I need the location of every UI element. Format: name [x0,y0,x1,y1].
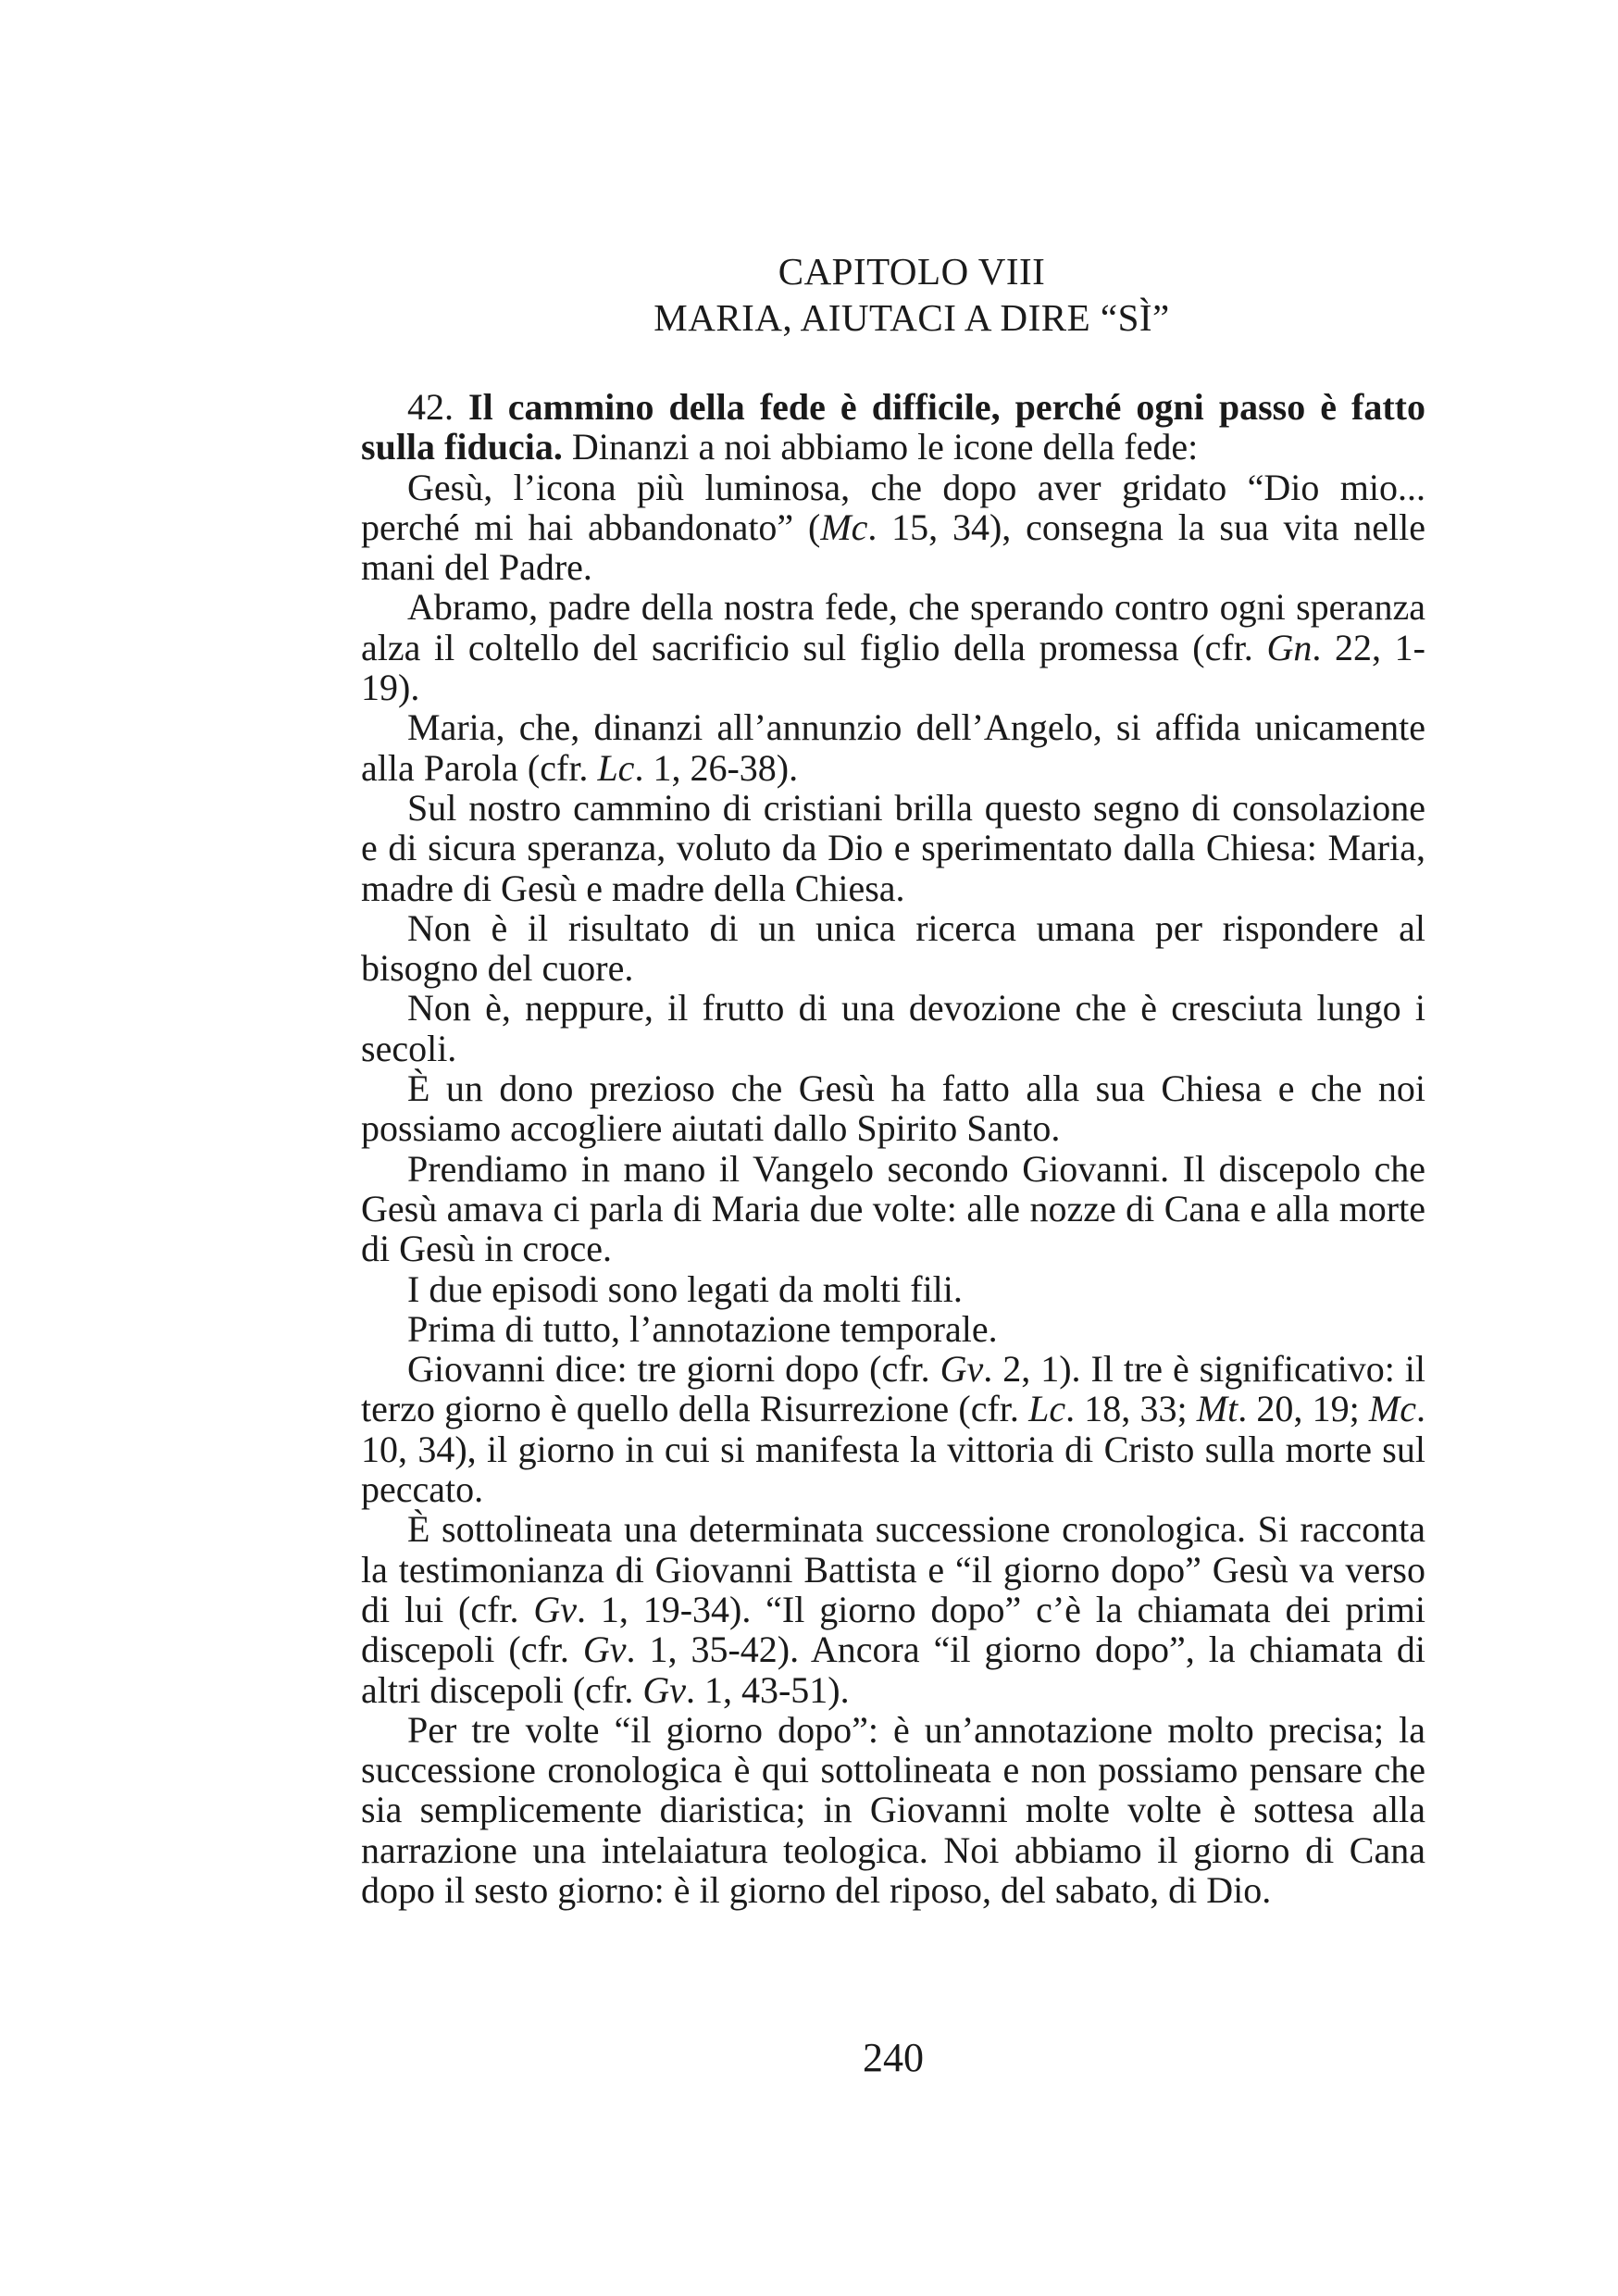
paragraph [361,1309,1425,1349]
text-run: . 2, 1). Il tre è significativo: il terzo giorno è quello della Risurrezione (cfr. [361,1348,1426,1430]
paragraph [361,1710,1425,1910]
text-run: 42. [407,386,469,428]
text-run: Abramo, padre della nostra fede, che sperando contro ogni speranza alza il coltello del sacrificio sul figlio della promessa (cfr. [361,586,1425,668]
citation-abbrev: Gv [642,1668,686,1711]
text-run: . 18, 33; [1065,1388,1197,1430]
text-run: Prendiamo in mano il Vangelo secondo Giovanni. Il discepolo che Gesù amava ci parla di Maria due volte: alle nozze di Cana e alla morte di Gesù in croce. [361,1147,1425,1270]
citation-abbrev: Lc [597,746,635,789]
text-run: . 1, 43-51). [685,1668,850,1711]
paragraph [361,988,1425,1068]
paragraph [361,468,1425,588]
text-run: Non è, neppure, il frutto di una devozione che è cresciuta lungo i secoli. [361,987,1425,1069]
citation-abbrev: Gv [940,1348,984,1391]
text-run: Maria, che, dinanzi all’annunzio dell’Angelo, si affida unicamente alla Parola (cfr. [361,706,1425,789]
chapter-number: CAPITOLO VIII [778,250,1046,293]
paragraph [361,1509,1425,1709]
text-run: Dinanzi a noi abbiamo le icone della fede: [562,426,1199,468]
text-run: . 1, 35-42). Ancora “il giorno dopo”, la chiamata di altri discepoli (cfr. [361,1628,1426,1711]
text-run: . 20, 19; [1238,1388,1369,1430]
paragraph [361,788,1425,908]
citation-abbrev: Mt [1196,1388,1238,1430]
text-run: I due episodi sono legati da molti fili. [407,1267,963,1310]
text-run: Per tre volte “il giorno dopo”: è un’annotazione molto precisa; la successione cronologica è qui sottolineata e non possiamo pensare che sia semplicemente diaristica; in Giovanni molte volte è sottesa alla narrazione una intelaiatura teologica. Noi abbiamo il giorno di Cana dopo il sesto giorno: è il giorno del riposo, del sabato, di Dio. [361,1708,1425,1911]
bold-run: Il cammino della fede è difficile, perché ogni passo è fatto sulla fiducia. [361,386,1426,468]
text-run: . 1, 26-38). [634,746,799,789]
body-text [361,387,1425,1910]
paragraph [361,908,1425,989]
text-run: È un dono prezioso che Gesù ha fatto alla sua Chiesa e che noi possiamo accogliere aiutati dallo Spirito Santo. [361,1067,1425,1150]
text-run: . 1, 19-34). “Il giorno dopo” c’è la chiamata dei primi discepoli (cfr. [361,1588,1425,1671]
citation-abbrev: Gv [533,1588,578,1630]
paragraph [361,1068,1425,1149]
chapter-header [361,248,1425,341]
citation-abbrev: Gn [1266,626,1313,668]
text-run: È sottolineata una determinata successione cronologica. Si racconta la testimonianza di Giovanni Battista e “il giorno dopo” Gesù va verso di lui (cfr. [361,1508,1425,1630]
text-run: Sul nostro cammino di cristiani brilla questo segno di consolazione e di sicura speranza, voluto da Dio e sperimentato dalla Chiesa: Maria, madre di Gesù e madre della Chiesa. [361,786,1425,909]
text-run: Prima di tutto, l’annotazione temporale. [407,1307,998,1350]
text-run: . 10, 34), il giorno in cui si manifesta la vittoria di Cristo sulla morte sul peccato. [361,1388,1425,1511]
citation-abbrev: Gv [582,1628,627,1671]
paragraph [361,387,1425,468]
citation-abbrev: Mc [820,505,868,548]
text-run: . 15, 34), consegna la sua vita nelle mani del Padre. [361,505,1425,589]
paragraph [361,1269,1425,1309]
page-number: 240 [863,2035,924,2080]
citation-abbrev: Lc [1028,1388,1066,1430]
text-run: Non è il risultato di un unica ricerca umana per rispondere al bisogno del cuore. [361,906,1425,990]
chapter-title: MARIA, AIUTACI A DIRE “SÌ” [653,296,1170,339]
text-run: Gesù, l’icona più luminosa, che dopo aver gridato “Dio mio... perché mi hai abbandonato” ( [361,466,1425,548]
text-run: . 22, 1-19). [361,626,1425,709]
citation-abbrev: Mc [1368,1388,1416,1430]
paragraph [361,707,1425,788]
paragraph [361,1149,1425,1269]
text-run: Giovanni dice: tre giorni dopo (cfr. [407,1348,940,1391]
paragraph [361,587,1425,707]
paragraph [361,1349,1425,1509]
